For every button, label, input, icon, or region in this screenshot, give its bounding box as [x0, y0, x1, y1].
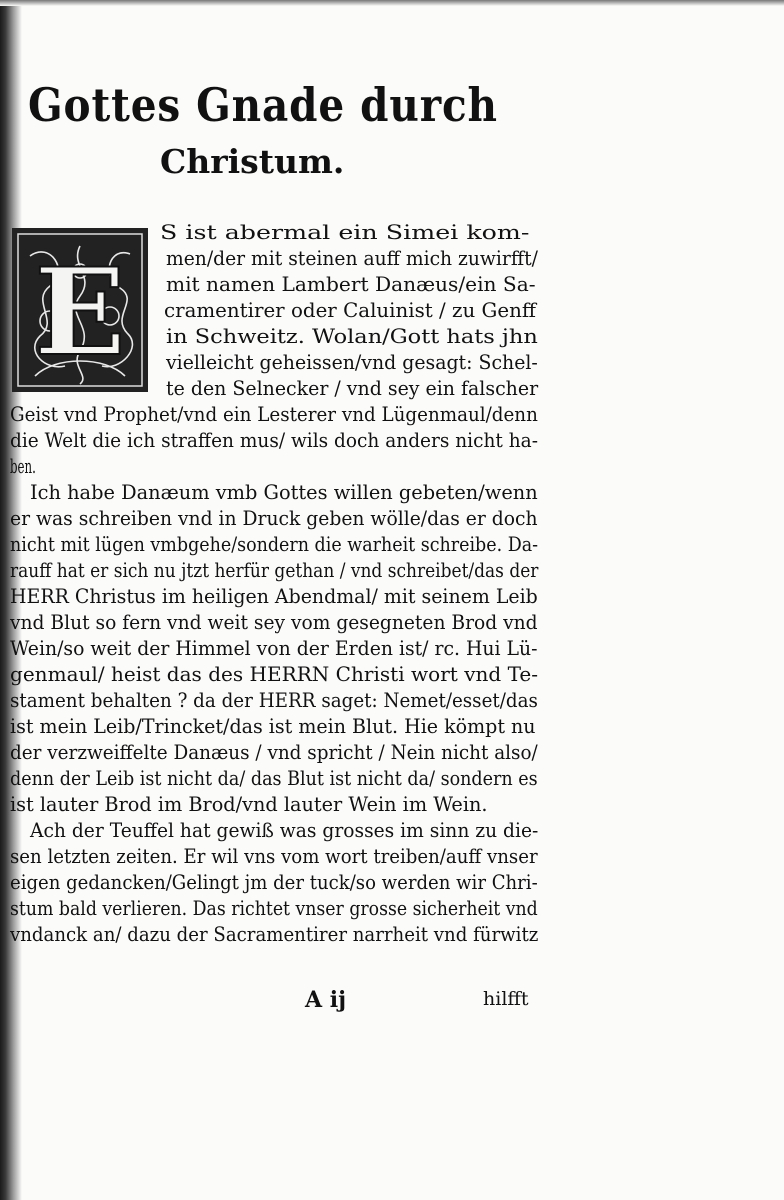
catchword: hilfft: [483, 988, 529, 1010]
heading-line-2: Christum.: [160, 142, 345, 181]
text-line: Geist vnd Prophet/vnd ein Lesterer vnd Lügenmaul/denn: [10, 403, 538, 426]
text-line: HERR Christus im heiligen Abendmal/ mit seinem Leib: [10, 585, 538, 608]
text-line: sen letzten zeiten. Er wil vns vom wort treiben/auff vnser: [10, 845, 538, 868]
text-line: stum bald verlieren. Das richtet vnser grosse sicherheit vnd: [10, 897, 538, 920]
heading-line-1: Gottes Gnade durch: [28, 78, 498, 132]
text-line: mit namen Lambert Danæus/ein Sa-: [166, 273, 536, 296]
text-line: der verzweiffelte Danæus / vnd spricht / Nein nicht also/: [10, 741, 538, 764]
text-line: er was schreiben vnd in Druck geben wölle/das er doch: [10, 507, 538, 530]
text-line: S ist abermal ein Simei kom-: [160, 221, 530, 244]
text-line: nicht mit lügen vmbgehe/sondern die warheit schreibe. Da-: [10, 533, 539, 556]
text-line: Ach der Teuffel hat gewiß was grosses im sinn zu die-: [30, 819, 539, 842]
text-line: rauff hat er sich nu jtzt herfür gethan / vnd schreibet/das der: [10, 559, 539, 582]
text-line: eigen gedancken/Gelingt jm der tuck/so werden wir Chri-: [10, 871, 538, 894]
initial-letter: E: [34, 242, 126, 383]
text-line: ist lauter Brod im Brod/vnd lauter Wein im Wein.: [10, 793, 488, 816]
text-line: men/der mit steinen auff mich zuwirfft/: [166, 247, 538, 270]
text-line: die Welt die ich straffen mus/ wils doch anders nicht ha-: [10, 429, 538, 452]
text-line: denn der Leib ist nicht da/ das Blut ist nicht da/ sondern es: [10, 767, 538, 790]
text-line: in Schweitz. Wolan/Gott hats jhn: [166, 325, 538, 348]
page-top-edge: [0, 0, 784, 6]
text-line: vielleicht geheissen/vnd gesagt: Schel-: [166, 351, 538, 374]
text-line: te den Selnecker / vnd sey ein falscher: [166, 377, 539, 400]
text-line: vnd Blut so fern vnd weit sey vom gesegneten Brod vnd: [10, 611, 538, 634]
text-line: vndanck an/ dazu der Sacramentirer narrheit vnd fürwitz: [10, 923, 539, 946]
text-line: genmaul/ heist das des HERRN Christi wort vnd Te-: [10, 663, 539, 686]
signature-mark: A ij: [305, 987, 347, 1013]
text-line: cramentirer oder Caluinist / zu Genff: [164, 299, 536, 322]
text-line: ben.: [10, 455, 36, 478]
text-line: ist mein Leib/Trincket/das ist mein Blut. Hie kömpt nu: [10, 715, 536, 738]
decorated-initial: [10, 226, 150, 394]
text-line: stament behalten ? da der HERR saget: Nemet/esset/das: [10, 689, 538, 712]
text-line: Ich habe Danæum vmb Gottes willen gebeten/wenn: [30, 481, 538, 504]
text-line: Wein/so weit der Himmel von der Erden ist/ rc. Hui Lü-: [10, 637, 538, 660]
